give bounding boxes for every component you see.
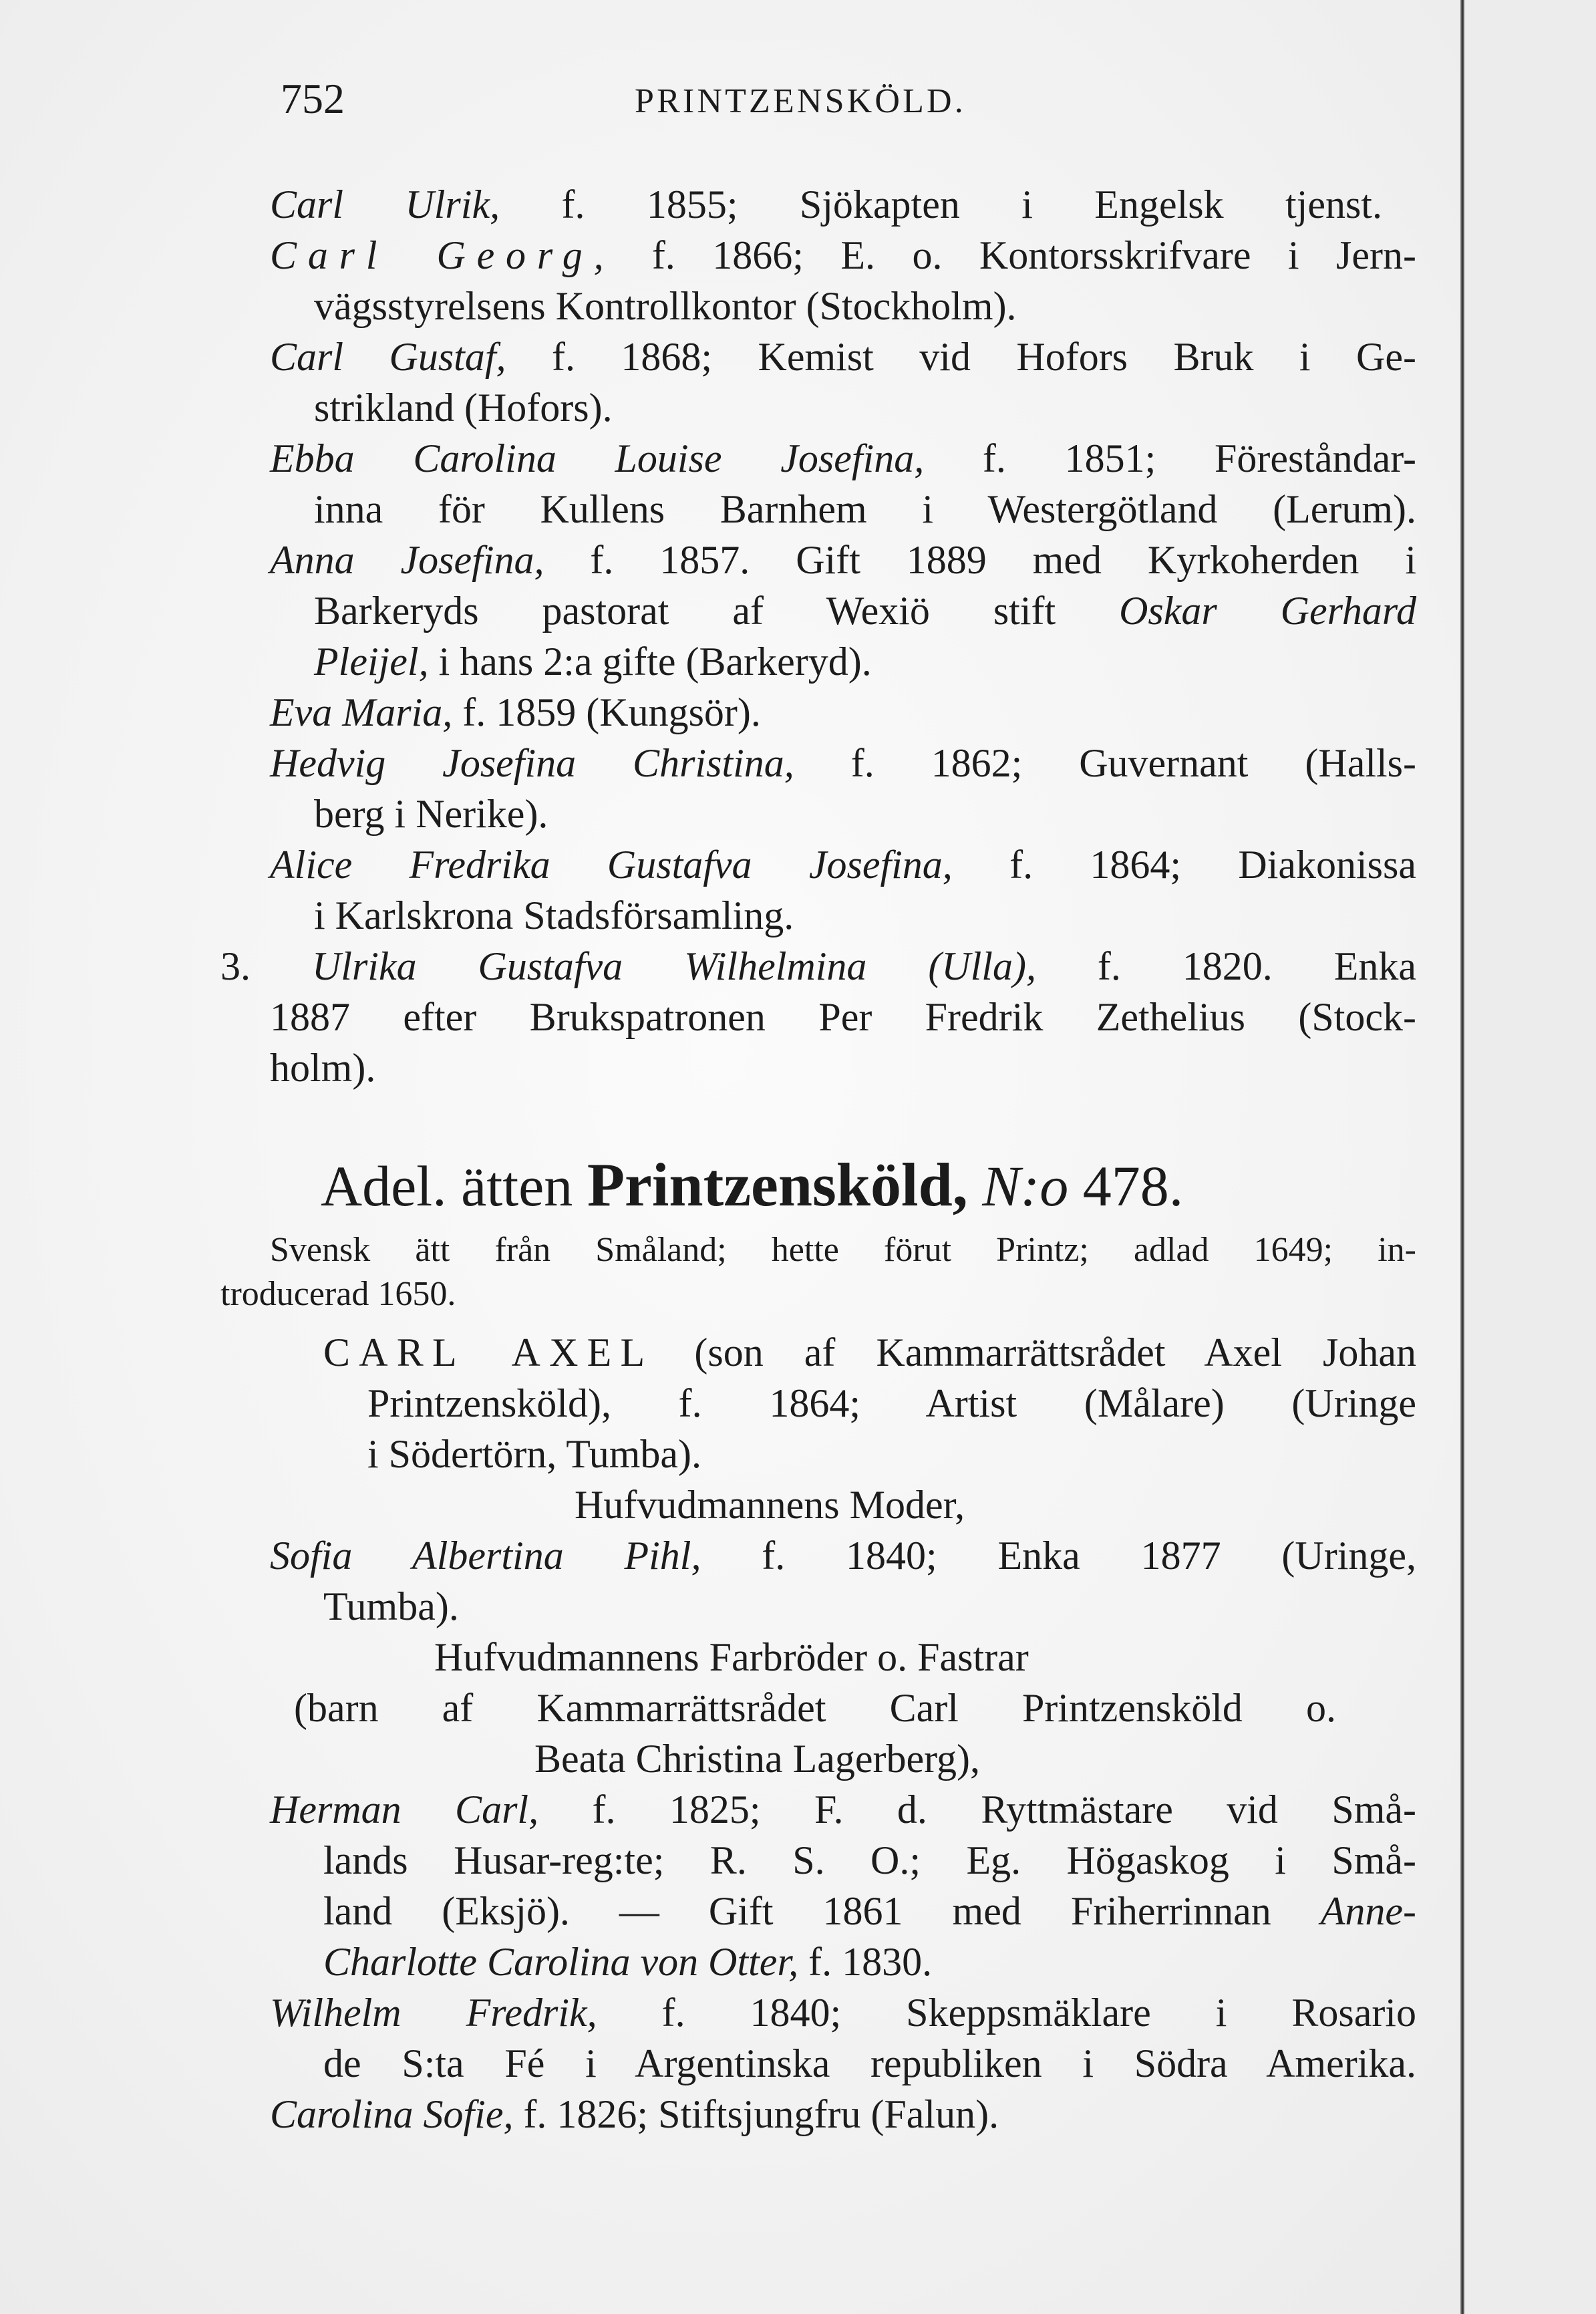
running-title: PRINTZENSKÖLD. bbox=[635, 82, 966, 120]
entry-line: Printzensköld), f. 1864; Artist (Målare) (Uringe bbox=[367, 1381, 1416, 1425]
entry-line: berg i Nerike). bbox=[314, 792, 548, 836]
entry-line: Herman Carl, f. 1825; F. d. Ryttmästare vid Små- bbox=[270, 1787, 1416, 1832]
entry-line: Tumba). bbox=[323, 1584, 459, 1628]
entry-line: inna för Kullens Barnhem i Westergötland (Lerum). bbox=[314, 487, 1416, 531]
entry-line: i Karlskrona Stadsförsamling. bbox=[314, 893, 794, 937]
family-heading: Adel. ätten Printzensköld, N:o 478. bbox=[321, 1151, 1184, 1219]
entry-line: de S:ta Fé i Argentinska republiken i Södra Amerika. bbox=[323, 2041, 1416, 2085]
entry-line: 1887 efter Brukspatronen Per Fredrik Zethelius (Stock- bbox=[270, 995, 1416, 1039]
entry-line: Carolina Sofie, f. 1826; Stiftsjungfru (Falun). bbox=[270, 2092, 999, 2136]
entry-line: CARL AXEL (son af Kammarrättsrådet Axel Johan bbox=[323, 1330, 1416, 1375]
entry-line: Anna Josefina, f. 1857. Gift 1889 med Kyrkoherden i bbox=[270, 538, 1416, 582]
adjacent-page-edge bbox=[1464, 0, 1596, 2314]
entry-line: Eva Maria, f. 1859 (Kungsör). bbox=[270, 690, 761, 734]
page-binding-edge bbox=[1460, 0, 1464, 2314]
entry-line: (barn af Kammarrättsrådet Carl Printzensköld o. bbox=[294, 1686, 1336, 1730]
entry-line: strikland (Hofors). bbox=[314, 386, 613, 430]
entry-line: land (Eksjö). — Gift 1861 med Friherrinnan Anne- bbox=[323, 1889, 1416, 1933]
entry-line: Pleijel, i hans 2:a gifte (Barkeryd). bbox=[314, 639, 872, 684]
entry-line: holm). bbox=[270, 1046, 376, 1090]
entry-line: Carl Ulrik, f. 1855; Sjökapten i Engelsk tjenst. bbox=[270, 182, 1382, 227]
entry-line: Alice Fredrika Gustafva Josefina, f. 1864; Diakonissa bbox=[270, 843, 1416, 887]
entry-line: Beata Christina Lagerberg), bbox=[534, 1737, 980, 1781]
entry-line: Wilhelm Fredrik, f. 1840; Skeppsmäklare i Rosario bbox=[270, 1991, 1416, 2035]
entry-line: i Södertörn, Tumba). bbox=[367, 1432, 702, 1476]
section-label: Hufvudmannens Moder, bbox=[575, 1483, 965, 1527]
intro-line: Svensk ätt från Småland; hette förut Printz; adlad 1649; in- bbox=[270, 1231, 1416, 1269]
entry-line: Carl Gustaf, f. 1868; Kemist vid Hofors Bruk i Ge- bbox=[270, 335, 1416, 379]
entry-line: Sofia Albertina Pihl, f. 1840; Enka 1877 (Uringe, bbox=[270, 1534, 1416, 1578]
entry-line: Ebba Carolina Louise Josefina, f. 1851; Föreståndar- bbox=[270, 436, 1416, 480]
entry-line: Carl Georg, f. 1866; E. o. Kontorsskrifvare i Jern- bbox=[270, 233, 1416, 277]
entry-line: Hedvig Josefina Christina, f. 1862; Guvernant (Halls- bbox=[270, 741, 1416, 785]
entry-line: 3. Ulrika Gustafva Wilhelmina (Ulla), f. 1820. Enka bbox=[220, 944, 1417, 988]
page-number: 752 bbox=[281, 75, 345, 122]
entry-line: Barkeryds pastorat af Wexiö stift Oskar Gerhard bbox=[314, 589, 1416, 633]
section-label: Hufvudmannens Farbröder o. Fastrar bbox=[434, 1635, 1029, 1679]
entry-line: vägsstyrelsens Kontrollkontor (Stockholm). bbox=[314, 284, 1017, 328]
entry-line: lands Husar-reg:te; R. S. O.; Eg. Högaskog i Små- bbox=[323, 1838, 1416, 1882]
intro-line: troducerad 1650. bbox=[220, 1275, 456, 1313]
entry-line: Charlotte Carolina von Otter, f. 1830. bbox=[323, 1940, 933, 1984]
